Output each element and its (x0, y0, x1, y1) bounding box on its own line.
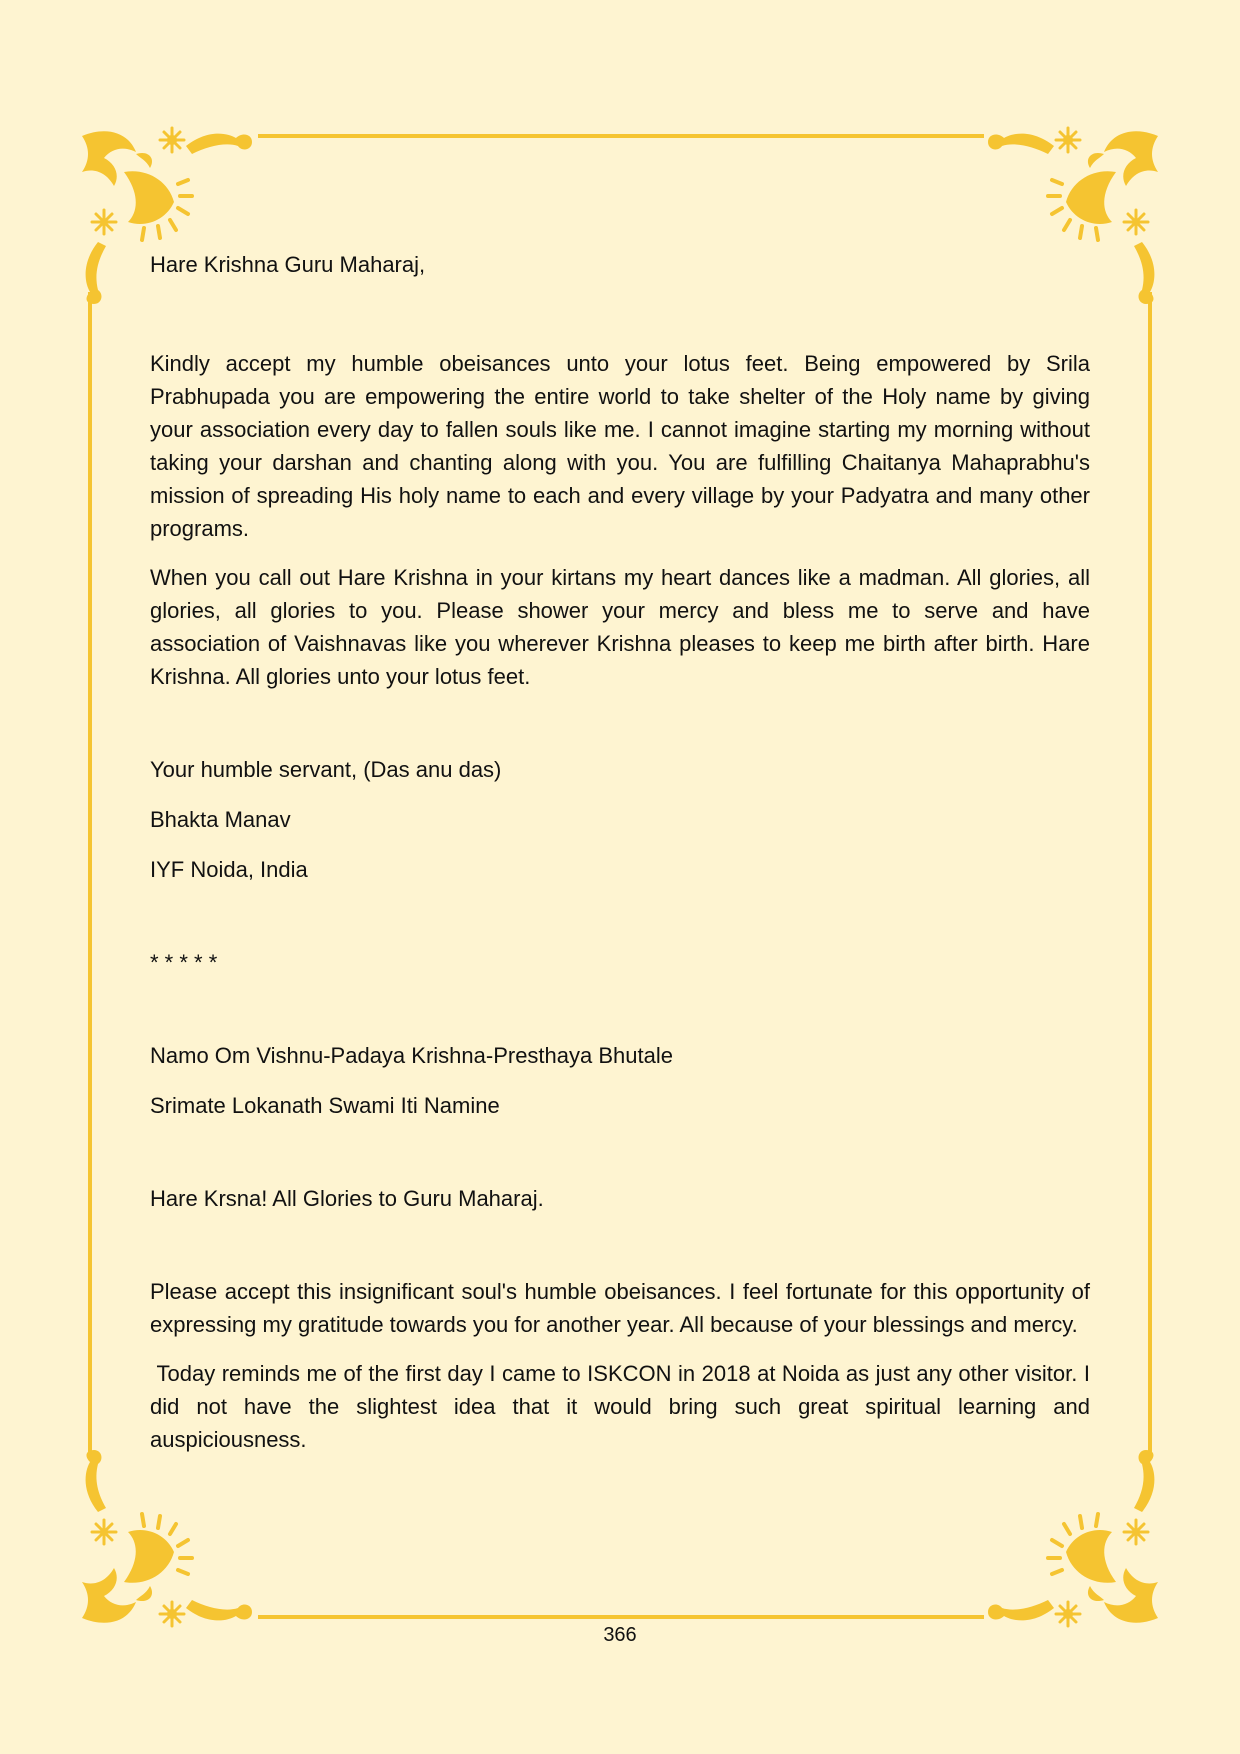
border-right-line (1148, 292, 1152, 1452)
letter2-invocation-line-1: Namo Om Vishnu-Padaya Krishna-Presthaya Bhutale (150, 1043, 673, 1068)
letter2-invocation-line-2: Srimate Lokanath Swami Iti Namine (150, 1093, 500, 1118)
letter1-author-name: Bhakta Manav (150, 807, 291, 832)
border-top-line (258, 134, 984, 138)
letter2-paragraph: Please accept this insignificant soul's humble obeisances. I feel fortunate for this opportunity of expressing my gratitude towards you for another year. All because of your blessings and mercy. (150, 1279, 1090, 1337)
letter1-paragraph: Kindly accept my humble obeisances unto your lotus feet. Being empowered by Srila Prabhupada you are empowering the entire world to take shelter of the Holy name by giving your association every day to fallen souls like me. I cannot imagine starting my morning without taking your darshan and chanting along with you. You are fulfilling Chaitanya Mahaprabhu's mission of spreading His holy name to each and every village by your Padyatra and many other programs. (150, 351, 1090, 541)
border-left-line (88, 292, 92, 1452)
page-number: 366 (603, 1624, 637, 1646)
page-content (150, 248, 1097, 1456)
letter1-closing: Your humble servant, (Das anu das) (150, 757, 502, 782)
floral-corner-bottom-right-icon (984, 1450, 1164, 1630)
section-separator: * * * * * (150, 950, 218, 975)
letter2-salutation: Hare Krsna! All Glories to Guru Maharaj. (150, 1186, 544, 1211)
letter2-paragraph: Today reminds me of the first day I came to ISKCON in 2018 at Noida as just any other visitor. I did not have the slightest idea that it would bring such great spiritual learning and auspiciousness. (150, 1361, 1097, 1452)
letter1-author-location: IYF Noida, India (150, 857, 308, 882)
letter1-paragraph: When you call out Hare Krishna in your kirtans my heart dances like a madman. All glories, all glories, all glories to you. Please shower your mercy and bless me to serve and have association of Vaishnavas like you wherever Krishna pleases to keep me birth after birth. Hare Krishna. All glories unto your lotus feet. (150, 565, 1090, 689)
border-bottom-line (258, 1615, 984, 1619)
floral-corner-bottom-left-icon (76, 1450, 256, 1630)
letter1-salutation: Hare Krishna Guru Maharaj, (150, 252, 426, 277)
